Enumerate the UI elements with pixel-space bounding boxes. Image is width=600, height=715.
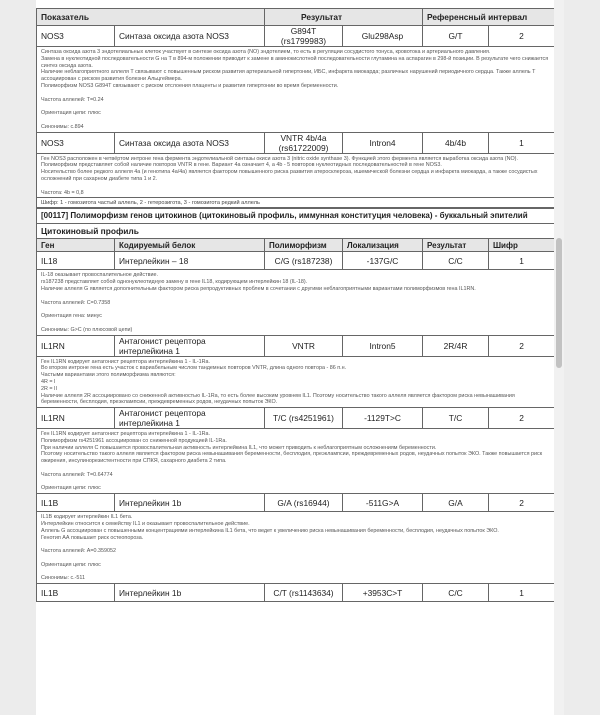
header-result2: Результат: [423, 239, 489, 252]
description-line: Ориентация цепи: плюс: [41, 561, 101, 568]
header-polymorphism: Полиморфизм: [265, 239, 343, 252]
description-line: 4R = I: [41, 378, 56, 385]
cytokine-table: [36, 208, 555, 602]
description-line: Во втором интроне гена есть участок с вариабельным числом тандемных повторов VNTR, длина одного повтора - 86 п.н.: [41, 365, 347, 372]
genotype-legend: Шифр: 1 - гомозигота частый аллель, 2 - гетерозигота, 3 - гомозигота редкий аллель: [37, 198, 555, 208]
protein-cell: Синтаза оксида азота NOS3: [115, 132, 265, 153]
description-spacer: [41, 103, 550, 110]
code-cell: 1: [489, 252, 555, 270]
gene-description-row: [37, 356, 555, 408]
gene-cell: NOS3: [37, 132, 115, 153]
description-spacer: [41, 306, 550, 313]
description-line: Частота аллелей: A=0.359052: [41, 548, 116, 555]
table-row: [37, 494, 555, 512]
table-row: [37, 335, 555, 356]
protein-cell: Антагонист рецептора интерлейкина 1: [115, 408, 265, 429]
description-spacer: [41, 479, 550, 486]
header-protein: Кодируемый белок: [115, 239, 265, 252]
header-indicator: Показатель: [37, 9, 265, 26]
description-spacer: [41, 293, 550, 300]
polymorphism-cell: VNTR: [265, 335, 343, 356]
gene-description-row: [37, 270, 555, 335]
description-line: Полиморфизм rs4251961 ассоциирован со сниженной продукцией IL-1Ra.: [41, 437, 227, 444]
polymorphism-cell: C/T (rs1143634): [265, 584, 343, 602]
description-line: Частота аллелей: C=0.7358: [41, 299, 111, 306]
table-row: [37, 252, 555, 270]
gene-cell: NOS3: [37, 26, 115, 47]
result-cell: 2R/4R: [423, 335, 489, 356]
description-line: Ориентация гена: минус: [41, 313, 102, 320]
polymorphism-bottom: (rs1799983): [280, 36, 327, 46]
description-line: Ориентация цепи: плюс: [41, 110, 101, 117]
code-cell: 2: [489, 26, 555, 47]
cytokine-header: [37, 239, 555, 252]
polymorphism-top: G894T: [290, 26, 317, 36]
description-line: Наличие аллеля 2R ассоциировано со сниженной активностью IL-1Ra, то есть более высоким уровнем IL1. Поэтому носительство такого аллеля является фактором риска невынашивания беременности, бесплодия, преэклампсии, преждевременных родов, неудачных попыток ЭКО.: [41, 392, 515, 406]
code-cell: 1: [489, 584, 555, 602]
description-line: Генотип АА повышает риск остеопороза.: [41, 534, 144, 541]
code-cell: 2: [489, 494, 555, 512]
table-row: [37, 584, 555, 602]
description-line: При наличии аллеля C повышается провоспалительная активность интерлейкина IL1, что может приводить к неблагоприятным осложнениям беременности.: [41, 444, 437, 451]
header-gene: Ген: [37, 239, 115, 252]
description-line: Частота аллелей: T=0.24: [41, 96, 104, 103]
description-spacer: [41, 569, 550, 576]
table-header: [37, 9, 555, 26]
table-row: [37, 26, 555, 47]
result-cell: C/C: [423, 584, 489, 602]
scrollbar-thumb[interactable]: [556, 238, 562, 368]
gene-description: [37, 512, 555, 584]
gene-description: [37, 270, 555, 335]
protein-cell: Интерлейкин – 18: [115, 252, 265, 270]
location-cell: +3953C>T: [343, 584, 423, 602]
description-line: Аллель G ассоциирован с повышенными концентрациями интерлейкина IL1 бета, что ведет к увеличению риска невынашивания беременности, бесплодия, неудачных попыток ЭКО.: [41, 527, 499, 534]
header-ref: Референсный интервал: [423, 9, 555, 26]
description-line: IL-18 оказывает провоспалительное действие.: [41, 272, 158, 279]
description-line: Замена в нуклеотидной последовательности G на T в 894-м положении приводит к замене в аминокислотной последовательности глутамина на аспарагин в 298-й позиции. В результате чего снижается синтез оксида азота.: [41, 55, 549, 69]
description-line: rs187238 представляет собой однонуклеотидную замену в гене IL18, кодирующем интерлейкин 18 (IL-18).: [41, 279, 308, 286]
polymorphism-cell: [265, 26, 343, 47]
profile-title: Цитокиновый профиль: [37, 224, 555, 239]
description-spacer: [41, 117, 550, 124]
description-line: Синонимы: c.-511: [41, 575, 86, 582]
section-title-row: [37, 209, 555, 224]
scrollbar[interactable]: [554, 0, 564, 715]
gene-cell: IL1B: [37, 584, 115, 602]
description-line: Полиморфизм представляет собой наличие повторов VNTR в гене. Вариант 4a означает 4, а 4b - 5 повторов нуклеотидных последовательностей в гене NOS3.: [41, 162, 442, 169]
result-cell: 4b/4b: [423, 132, 489, 153]
location-cell: -511G>A: [343, 494, 423, 512]
legend-row: [37, 198, 555, 208]
description-line: Наличие аллеля G является дополнительным фактором риска репродуктивных проблем в сочетании с другими неблагоприятными вариантами полиморфизмов гена IL1RN.: [41, 285, 476, 292]
description-line: 2R = II: [41, 385, 58, 392]
description-line: Синонимы: G>C (по плюсовой цепи): [41, 326, 133, 333]
gene-cell: IL18: [37, 252, 115, 270]
gene-description-row: [37, 429, 555, 494]
polymorphism-cell: T/C (rs4251961): [265, 408, 343, 429]
description-line: Ген NOS3 расположен в четвёртом интроне гена фермента эндотелиальной синтазы окиси азота 3 (nitric oxide synthase 3). Функцией этого фермента является выработка оксида азота (NO).: [41, 155, 518, 162]
result-cell: G/T: [423, 26, 489, 47]
polymorphism-bottom: (rs61722009): [278, 142, 329, 153]
code-cell: 1: [489, 132, 555, 153]
protein-cell: Антагонист рецептора интерлейкина 1: [115, 335, 265, 356]
gene-description-row: [37, 47, 555, 133]
description-line: Частыми вариантами этого полиморфизма являются:: [41, 372, 176, 379]
result-cell: C/C: [423, 252, 489, 270]
description-line: Ген IL1RN кодирует антагонист рецептора интерлейкина 1 - IL-1Ra.: [41, 431, 211, 438]
description-spacer: [41, 541, 550, 548]
description-spacer: [41, 555, 550, 562]
polymorphism-cell: G/A (rs16944): [265, 494, 343, 512]
result-cell: G/A: [423, 494, 489, 512]
result-cell: T/C: [423, 408, 489, 429]
description-line: Синтаза оксида азота 3 эндотелиальных клеток участвует в синтезе оксида азота (NO) эндотелием, то есть в регуляции сосудистого тонуса, кровотока и артериального давления.: [41, 49, 491, 55]
description-line: Ориентация цепи: плюс: [41, 485, 101, 492]
description-spacer: [41, 465, 550, 472]
report-page: [36, 0, 564, 715]
description-line: Носительство более редкого аллеля 4a (и генотипа 4a/4a) является фактором повышенного риска развития атеросклероза, ишемической болезни сердца и инфаркта миокарда, а также сосудистых осложнений при сахарном диабете типа 1 и 2.: [41, 169, 538, 182]
profile-row: [37, 224, 555, 239]
table-row: [37, 132, 555, 153]
gene-description-row: [37, 512, 555, 584]
gene-description: [37, 153, 555, 198]
gene-cell: IL1B: [37, 494, 115, 512]
gene-description: [37, 47, 555, 133]
description-line: Частота аллелей: T=0.64774: [41, 471, 113, 478]
description-line: Поэтому носительство такого аллеля является фактором риска невынашивания беременности, бесплодия, преэклампсии, преждевременных родов, неудачных попыток ЭКО. Также повышается риск ожирения, инсулинорезистентности при СПКЯ, сахарного диабета 2 типа.: [41, 451, 543, 465]
polymorphism-top: VNTR 4b/4a: [280, 132, 327, 143]
location-cell: -137G/C: [343, 252, 423, 270]
polymorphism-cell: [265, 132, 343, 153]
description-spacer: [41, 320, 550, 327]
header-location: Локализация: [343, 239, 423, 252]
description-spacer: [41, 90, 550, 97]
protein-cell: Интерлейкин 1b: [115, 494, 265, 512]
location-cell: Intron5: [343, 335, 423, 356]
protein-cell: Синтаза оксида азота NOS3: [115, 26, 265, 47]
gene-description: [37, 356, 555, 408]
description-line: Синонимы: c.894: [41, 123, 84, 130]
description-line: Интерлейкин относится к семейству IL1 и оказывает провоспалительное действие.: [41, 521, 250, 528]
code-cell: 2: [489, 408, 555, 429]
location-cell: Glu298Asp: [343, 26, 423, 47]
section-title: [00117] Полиморфизм генов цитокинов (цитокиновый профиль, иммунная конституция человека) - буккальный эпителий: [37, 209, 555, 224]
description-spacer: [41, 183, 550, 190]
description-line: Наличие неблагоприятного аллеля T связывают с повышенным риском развития артериальной гипертонии, ИБС, инфаркта миокарда; различных нарушений периодичного сердца. Также аллель T ассоциирован с риском развития болезни Альцгеймера.: [41, 69, 536, 83]
header-code: Шифр: [489, 239, 555, 252]
description-line: Частота: 4b = 0,8: [41, 189, 84, 196]
description-line: IL1B кодирует интерлейкин IL1 бета.: [41, 514, 133, 521]
description-line: Полиморфизм NOS3 G894T связывают с риском отслоения плаценты и развития гипертонии во время беременности.: [41, 82, 339, 89]
header-result: Результат: [265, 9, 423, 26]
code-cell: 2: [489, 335, 555, 356]
gene-cell: IL1RN: [37, 408, 115, 429]
results-table: [36, 8, 555, 208]
protein-cell: Интерлейкин 1b: [115, 584, 265, 602]
table-row: [37, 408, 555, 429]
gene-description-row: [37, 153, 555, 198]
polymorphism-cell: C/G (rs187238): [265, 252, 343, 270]
location-cell: Intron4: [343, 132, 423, 153]
location-cell: -1129T>C: [343, 408, 423, 429]
gene-cell: IL1RN: [37, 335, 115, 356]
gene-description: [37, 429, 555, 494]
description-line: Ген IL1RN кодирует антагонист рецептора интерлейкина 1 - IL-1Ra.: [41, 358, 211, 365]
